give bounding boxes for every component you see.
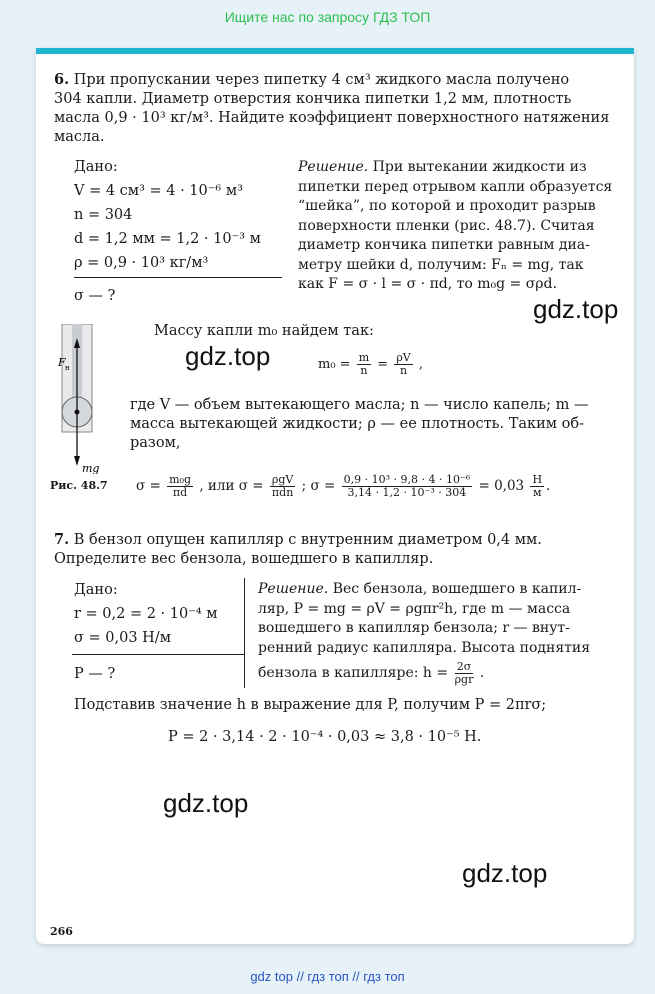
top-banner[interactable]: Ищите нас по запросу ГДЗ ТОП bbox=[224, 9, 431, 25]
problem-6-line-3: масла 0,9 · 10³ кг/м³. Найдите коэффициент поверхностного натяжения bbox=[54, 110, 610, 126]
problem-6-solution bbox=[298, 158, 628, 295]
solution-line-6: метру шейки d, получим: Fₙ = mg, так bbox=[298, 256, 584, 273]
problem-6-given bbox=[74, 155, 282, 308]
given-drops: n = 304 bbox=[74, 207, 133, 223]
figure-caption: Рис. 48.7 bbox=[50, 479, 108, 492]
m0-formula: m₀ = $\frac{m}{n}$ = $\frac{\rho V}{n}$ , bbox=[318, 351, 424, 377]
substitute-line: Подставив значение h в выражение для P, получим P = 2πrσ; bbox=[74, 697, 547, 713]
p7-solution-line-4: ренний радиус капилляра. Высота поднятия bbox=[258, 639, 591, 656]
where-line-3: разом, bbox=[130, 435, 181, 451]
given-diameter: d = 1,2 мм = 1,2 · 10⁻³ м bbox=[74, 231, 261, 247]
p7-given-sigma: σ = 0,03 Н/м bbox=[74, 630, 171, 646]
problem-7-statement bbox=[54, 530, 620, 569]
where-line-1: где V — объем вытекающего масла; n — число капель; m — bbox=[130, 397, 589, 413]
problem-6-statement bbox=[54, 70, 620, 147]
watermark-3: gdz.top bbox=[163, 788, 249, 818]
solution-line-1: При вытекании жидкости из bbox=[372, 159, 587, 175]
problem-7-line-2: Определите вес бензола, вошедшего в капилляр. bbox=[54, 551, 434, 567]
solution-line-7: как F = σ · l = σ · πd, то m₀g = σρd. bbox=[298, 276, 557, 292]
p7-height-line: бензола в капилляре: h = $\frac{2\sigma}{\text{ρgr}}$ . bbox=[258, 659, 485, 686]
where-line-2: масса вытекающей жидкости; ρ — ее плотность. Таким об- bbox=[130, 416, 584, 432]
p7-solution-line-1: Вес бензола, вошедшего в капил- bbox=[332, 581, 582, 597]
given-title: Дано: bbox=[74, 159, 118, 175]
given-volume: V = 4 см³ = 4 · 10⁻⁶ м³ bbox=[74, 183, 243, 199]
solution-line-2: пипетки перед отрывом капли образуется bbox=[298, 178, 613, 195]
problem-6-line-1: При пропускании через пипетку 4 см³ жидкого масла получено bbox=[73, 72, 570, 88]
problem-7-line-1: В бензол опущен капилляр с внутренним диаметром 0,4 мм. bbox=[73, 532, 542, 548]
solution-label: Решение. bbox=[298, 159, 369, 175]
solution-line-5: диаметр кончика пипетки равным диа- bbox=[298, 237, 590, 253]
force-down-arrowhead bbox=[74, 456, 80, 466]
given-density: ρ = 0,9 · 10³ кг/м³ bbox=[74, 251, 282, 278]
page-number: 266 bbox=[50, 925, 73, 938]
mass-line: Массу капли m₀ найдем так: bbox=[154, 323, 374, 339]
watermark-4: gdz.top bbox=[462, 858, 548, 888]
solution-line-4: поверхности пленки (рис. 48.7). Считая bbox=[298, 217, 595, 234]
where-text bbox=[130, 396, 628, 453]
bottom-banner[interactable]: gdz top // гдз топ // гдз топ bbox=[250, 969, 405, 984]
problem-6-line-2: 304 капли. Диаметр отверстия кончика пипетки 1,2 мм, плотность bbox=[54, 91, 572, 107]
p7-given-find: P — ? bbox=[74, 666, 116, 682]
final-formula: σ = $\frac{\text{m₀g}}{\pi d}$ , или σ = $\frac{\text{ρgV}}{\text{πdn}}$ ; σ = $\frac{\text{0,9 · 10³ · 9,8 · 4 · 10⁻⁶}}{\text{3,14 · 1,2 · 10⁻³ · 304}}$ = 0,03 $\frac{Н}{м}$ . bbox=[136, 473, 551, 499]
problem-7-number: 7. bbox=[54, 531, 70, 548]
p7-solution-label: Решение. bbox=[258, 581, 329, 597]
problem-7-given-box bbox=[72, 578, 245, 688]
p7-solution-line-2: ляр, P = mg = ρV = ρgπr²h, где m — масса bbox=[258, 600, 571, 617]
problem-6-line-4: масла. bbox=[54, 129, 105, 145]
force-up-subscript: н bbox=[65, 364, 70, 372]
result-line: P = 2 · 3,14 · 2 · 10⁻⁴ · 0,03 ≈ 3,8 · 10⁻⁵ Н. bbox=[168, 729, 482, 745]
solution-line-3: “шейка”, по которой и проходит разрыв bbox=[298, 198, 596, 214]
problem-7-solution bbox=[258, 580, 628, 688]
pipette-figure bbox=[50, 324, 136, 474]
force-down-label: mg bbox=[82, 462, 100, 474]
page-card bbox=[36, 48, 634, 944]
p7-given-radius: r = 0,2 = 2 · 10⁻⁴ м bbox=[74, 606, 218, 622]
watermark-2: gdz.top bbox=[185, 341, 271, 371]
problem-6-number: 6. bbox=[54, 71, 70, 88]
p7-given-title: Дано: bbox=[74, 582, 118, 598]
given-find: σ — ? bbox=[74, 288, 116, 304]
p7-solution-line-3: вошедшего в капилляр бензола; r — внут- bbox=[258, 620, 570, 636]
force-up-label: F bbox=[58, 356, 66, 369]
watermark-1: gdz.top bbox=[533, 294, 619, 324]
